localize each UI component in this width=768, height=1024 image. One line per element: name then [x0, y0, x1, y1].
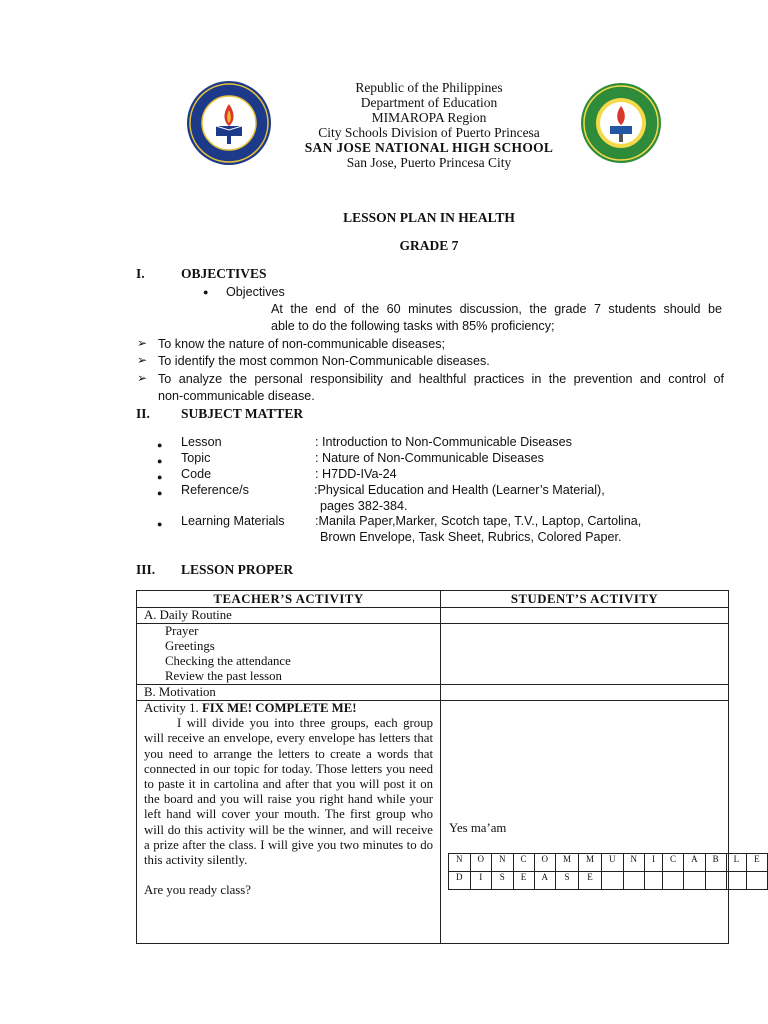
- bullet-icon: ●: [157, 472, 163, 482]
- header-republic: Republic of the Philippines: [355, 80, 503, 95]
- grid-cell: L: [726, 854, 747, 872]
- motivation-label: B. Motivation: [137, 685, 441, 701]
- subject-row-code: [157, 466, 677, 482]
- student-activity-header: STUDENT’S ACTIVITY: [441, 591, 729, 608]
- grid-cell: U: [602, 854, 624, 872]
- subject-key: Code: [181, 467, 212, 481]
- empty-cell: [441, 685, 729, 701]
- student-response-cell: [441, 701, 760, 944]
- activity-title-line: [144, 701, 433, 716]
- table-row: [137, 624, 729, 685]
- routine-item: Prayer: [165, 624, 199, 638]
- grid-cell: A: [684, 854, 706, 872]
- arrow-bullet-icon: ➢: [137, 336, 148, 350]
- objectives-subheading: Objectives: [226, 285, 285, 299]
- table-row: [137, 701, 729, 944]
- grid-row-2: [449, 872, 768, 890]
- bullet-icon: ●: [157, 440, 163, 450]
- subject-row-topic: [157, 450, 677, 466]
- grid-cell: N: [449, 854, 471, 872]
- header-department: Department of Education: [360, 95, 498, 110]
- routine-item: Greetings: [165, 639, 215, 653]
- grid-cell: I: [645, 854, 663, 872]
- grid-cell: [623, 872, 645, 890]
- subject-value: :Physical Education and Health (Learner’s Material),: [314, 483, 605, 497]
- daily-routine-label: A. Daily Routine: [137, 608, 441, 624]
- grid-cell: [747, 872, 768, 890]
- section-number-3: III.: [136, 562, 156, 577]
- grid-row-1: [449, 854, 768, 872]
- arrow-bullet-icon: ➢: [137, 353, 148, 367]
- empty-cell: [441, 608, 729, 624]
- grid-cell: [663, 872, 684, 890]
- bullet-icon: ●: [157, 519, 163, 529]
- grid-cell: E: [513, 872, 534, 890]
- grid-cell: O: [470, 854, 492, 872]
- section-heading-lesson-proper: LESSON PROPER: [181, 562, 294, 577]
- grid-cell: I: [470, 872, 492, 890]
- grid-cell: A: [534, 872, 556, 890]
- subject-row-reference: [157, 482, 677, 498]
- student-reply: Yes ma’am: [449, 821, 507, 835]
- grid-cell: B: [705, 854, 726, 872]
- word-puzzle-grid: [448, 853, 768, 890]
- header-school-name: SAN JOSE NATIONAL HIGH SCHOOL: [304, 140, 554, 155]
- grid-cell: S: [556, 872, 579, 890]
- header-region: MIMAROPA Region: [371, 110, 487, 125]
- header-address: San Jose, Puerto Princesa City: [346, 155, 512, 170]
- grid-cell: [726, 872, 747, 890]
- activity-table: [136, 590, 760, 944]
- grid-cell: [602, 872, 624, 890]
- routine-item: Checking the attendance: [165, 654, 291, 668]
- subject-value: : Nature of Non-Communicable Diseases: [315, 451, 544, 465]
- routine-list: [137, 624, 441, 685]
- grid-cell: O: [534, 854, 556, 872]
- activity-question: Are you ready class?: [144, 883, 251, 898]
- section-number-1: I.: [136, 266, 145, 281]
- subject-value: : Introduction to Non-Communicable Diseases: [315, 435, 572, 449]
- activity-prefix: Activity 1.: [144, 701, 202, 715]
- header-division: City Schools Division of Puerto Princesa: [318, 125, 540, 140]
- objectives-intro-line2: able to do the following tasks with 85% proficiency;: [271, 319, 555, 333]
- grade-label: GRADE 7: [399, 238, 459, 253]
- grid-cell: C: [663, 854, 684, 872]
- table-header-row: [137, 591, 729, 608]
- empty-cell: [441, 624, 729, 685]
- objective-item: To know the nature of non-communicable diseases;: [158, 337, 446, 351]
- bullet-icon: ●: [203, 287, 209, 297]
- routine-item: Review the past lesson: [165, 669, 282, 683]
- grid-cell: S: [492, 872, 514, 890]
- reference-continuation: pages 382-384.: [320, 499, 408, 513]
- bullet-icon: ●: [157, 488, 163, 498]
- grid-cell: M: [556, 854, 579, 872]
- subject-value: : H7DD-IVa-24: [315, 467, 397, 481]
- grid-cell: C: [513, 854, 534, 872]
- table-row: [137, 685, 729, 701]
- grid-cell: D: [449, 872, 471, 890]
- bullet-icon: ●: [157, 456, 163, 466]
- objective-item-continuation: non-communicable disease.: [158, 389, 315, 403]
- grid-cell: E: [579, 872, 602, 890]
- objectives-intro-line1: At the end of the 60 minutes discussion, the grade 7 students should be: [271, 302, 722, 316]
- subject-key: Topic: [181, 451, 211, 465]
- section-heading-objectives: OBJECTIVES: [181, 266, 267, 281]
- subject-key: Learning Materials: [181, 514, 285, 528]
- grid-cell: M: [579, 854, 602, 872]
- document-title: LESSON PLAN IN HEALTH: [343, 210, 515, 225]
- activity-instructions: I will divide you into three groups, each group will receive an envelope, every envelope has letters that you need to arrange the letters to create a words that connected in our topic for today. Those letters you need to paste it in cartolina and after that you will post it on the board and you will raise you right hand while your left hand will cover your mouth. The first group who will do this activity will be the winner, and will receive a prize after the class. I will give you two minutes to do this activity silently.: [144, 716, 433, 868]
- objective-item: To identify the most common Non-Communicable diseases.: [158, 354, 490, 368]
- activity-cell: [137, 701, 441, 944]
- objective-item: To analyze the personal responsibility and healthful practices in the prevention and control of: [158, 372, 724, 386]
- arrow-bullet-icon: ➢: [137, 371, 148, 385]
- grid-cell: N: [623, 854, 645, 872]
- materials-continuation: Brown Envelope, Task Sheet, Rubrics, Colored Paper.: [320, 530, 622, 544]
- grid-cell: N: [492, 854, 514, 872]
- grid-cell: E: [747, 854, 768, 872]
- subject-row-materials: [157, 513, 677, 529]
- grid-cell: [645, 872, 663, 890]
- table-row: [137, 608, 729, 624]
- grid-cell: [705, 872, 726, 890]
- section-number-2: II.: [136, 406, 150, 421]
- subject-value: :Manila Paper,Marker, Scotch tape, T.V., Laptop, Cartolina,: [315, 514, 642, 528]
- section-heading-subject-matter: SUBJECT MATTER: [181, 406, 304, 421]
- subject-key: Reference/s: [181, 483, 249, 497]
- subject-row-lesson: [157, 434, 677, 450]
- subject-key: Lesson: [181, 435, 222, 449]
- grid-cell: [684, 872, 706, 890]
- activity-title: FIX ME! COMPLETE ME!: [201, 701, 357, 715]
- teacher-activity-header: TEACHER’S ACTIVITY: [137, 591, 441, 608]
